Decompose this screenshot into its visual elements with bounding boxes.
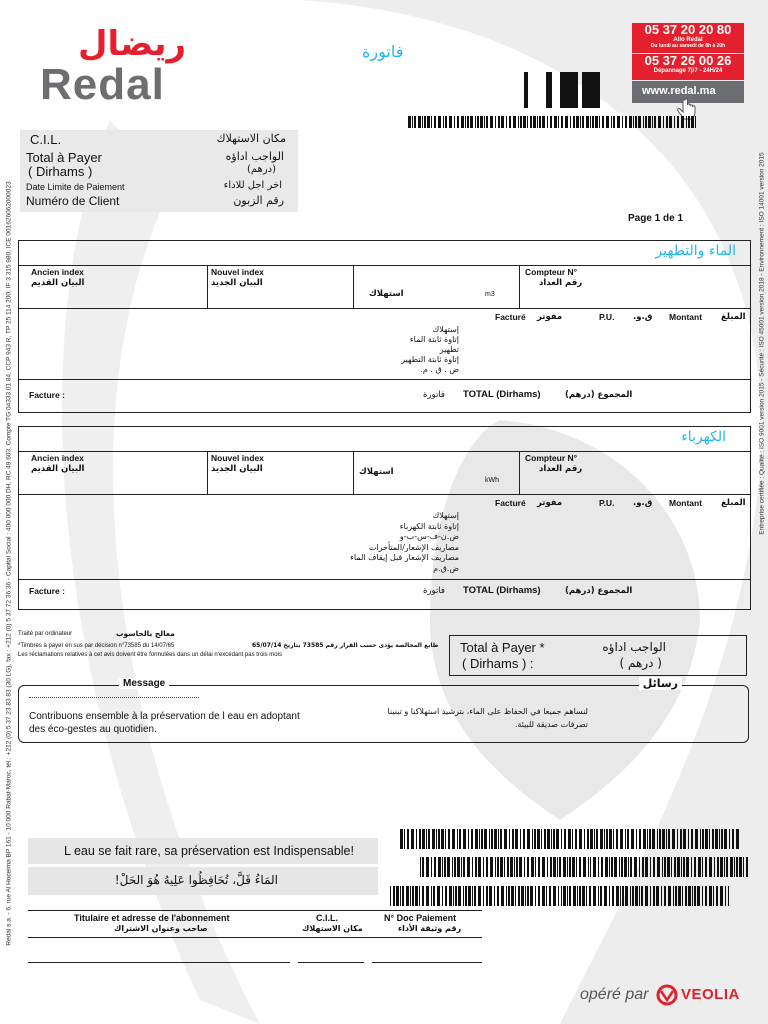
water-unit: m3 [485, 291, 495, 298]
page-indicator: Page 1 de 1 [628, 213, 684, 224]
water-nouvel-index-label: Nouvel index [211, 267, 264, 277]
water-facture-label: Facture : [29, 390, 65, 400]
slogan-ar: المَاءُ قَلَّ، تُحَافِظُوا عَلِيهُ هُوَ الحَلْ! [114, 873, 278, 887]
elec-facture-label-ar: فاتورة [423, 586, 445, 596]
contact-box [632, 23, 744, 103]
certification-text: Entreprise certifiée : Qualité : ISO 9001 version 2015 - Sécurité : ISO 45001 version 2018 - Environnement : ISO 14001 version 2015 [758, 152, 766, 535]
barcode-bottom-1 [400, 829, 740, 849]
water-ancien-index-label: Ancien index [31, 267, 84, 277]
elec-ancien-index-label: Ancien index [31, 453, 84, 463]
elec-nouvel-index-label-ar: البيان الجديد [211, 464, 263, 474]
logo-arabic: ريضال [78, 24, 187, 64]
water-line-item: ض . ق . م. [420, 365, 459, 374]
footer-cil-label-ar: مكان الاستهلاك [302, 924, 363, 933]
holder-address-label-ar: صاحب وعنوان الاشتراك [114, 924, 208, 933]
footer-cil-label: C.I.L. [316, 913, 338, 923]
elec-compteur-label: Compteur N° [525, 453, 578, 463]
elec-ancien-index-label-ar: البيان القديم [31, 464, 85, 474]
phone-allo-label: Allo Redal [673, 37, 703, 43]
phone-depannage-label: Dépannage 7j/7 - 24H/24 [653, 68, 723, 74]
total-to-pay-dirhams: ( Dirhams ) : [462, 656, 534, 671]
total-to-pay-label-ar: الواجب اداؤه [602, 640, 666, 654]
customer-info-box [20, 130, 298, 212]
elec-line-item: إستهلاك [432, 511, 459, 520]
elec-line-item: ض.ق.م [433, 563, 459, 573]
water-line-item: تطهير [439, 345, 459, 354]
doc-payment-label: N° Doc Paiement [384, 913, 457, 923]
water-col-montant: Montant [669, 312, 703, 322]
slogan-fr: L eau se fait rare, sa préservation est Indispensable! [64, 844, 354, 858]
message-text-fr-1: Contribuons ensemble à la préservation de l eau en adoptant [29, 711, 300, 722]
phone-allo: 05 37 20 20 80 [644, 22, 732, 37]
elec-total-label-ar: المجموع (درهم) [565, 586, 633, 596]
water-total-label-ar: المجموع (درهم) [565, 390, 633, 400]
due-date-label: Date Limite de Paiement [26, 182, 125, 192]
holder-address-label: Titulaire et adresse de l'abonnement [74, 913, 230, 923]
barcode-bottom-3 [390, 886, 730, 906]
barcode-bottom-2 [420, 857, 750, 877]
client-number-label-ar: رقم الزبون [233, 194, 284, 207]
phone-depannage: 05 37 26 00 26 [644, 53, 732, 68]
elec-line-item: إتاوة ثابتة الكهرباء [399, 521, 459, 531]
elec-col-pu-ar: ق.و. [633, 498, 653, 508]
elec-nouvel-index-label: Nouvel index [211, 453, 264, 463]
elec-compteur-label-ar: رقم العداد [539, 464, 583, 474]
water-line-item: إستهلاك [432, 325, 459, 334]
elec-col-facture: Facturé [495, 498, 526, 508]
elec-total-label: TOTAL (Dirhams) [463, 585, 541, 596]
elec-line-item: ض.ن-ف-س-ب-و [399, 532, 459, 541]
veolia-brand: VEOLIA [681, 986, 740, 1003]
slogan-box-ar [28, 867, 378, 895]
barcode-small-top [408, 116, 698, 128]
elec-conso-label-ar: استهلاك [359, 467, 394, 477]
water-title: الماء والتطهير [655, 243, 736, 259]
water-nouvel-index-label-ar: البيان الجديد [211, 278, 263, 288]
total-to-pay-box [449, 635, 747, 676]
barcode-large-top [524, 72, 630, 108]
message-text-ar-2: تصرفات صديقة للبيئة. [514, 720, 588, 729]
water-line-item: إتاوة ثابتة التطهير [401, 355, 459, 364]
computer-processed-note-ar: معالج بالحاسوب [116, 629, 175, 638]
total-to-pay-dirhams-ar: ( درهم ) [619, 656, 662, 670]
message-box [18, 677, 749, 743]
elec-unit: kWh [485, 477, 499, 484]
total-label-ar: الواجب اداؤه [225, 150, 284, 163]
cil-label: C.I.L. [30, 132, 62, 147]
water-ancien-index-label-ar: البيان القديم [31, 278, 85, 288]
message-label-ar: رسائل [639, 677, 682, 690]
electricity-section [18, 426, 751, 610]
water-line-items [319, 325, 459, 375]
due-date-label-ar: اخر اجل للاداء [223, 180, 282, 191]
company-legal-text: Redal s.a. - 6, rue Al Hoceima BP 161 - 10 000 Rabat-Maroc, tél.: +212 (0) 5 37 23 83 83 (30 LG), fax : +212 (0) 5 37 72 36 36 - Capital Social : 400 000 000 DH, RC 49 603, Compte TG 04333 01 84, CCP 943 R, TP 25 114 200, IF 3 315 980, ICE 001626062000023 [5, 181, 13, 946]
stamps-note: *Timbres à payer en sus par décision n°73585 du 14/07/65 [18, 643, 175, 649]
water-col-facture-ar: مفوتر [537, 312, 563, 322]
claims-note: Les réclamations relatives à cet avis doivent être formulées dans un délai n'excédant pas trois mois [18, 652, 282, 658]
stamps-note-ar: طابع المخالصة يؤدى حسب القرار رقم 73585 بتاريخ 65/07/14 [252, 642, 439, 649]
dirhams-label-ar: (درهم) [246, 164, 276, 175]
water-total-label: TOTAL (Dirhams) [463, 389, 541, 400]
elec-col-facture-ar: مفوتر [537, 498, 563, 508]
message-text-fr-2: des éco-gestes au quotidien. [29, 724, 157, 735]
elec-line-item: مصاريف الإشعار قبل إيقاف الماء [350, 553, 459, 562]
total-to-pay-label: Total à Payer * [460, 640, 545, 655]
elec-col-montant-ar: المبلغ [721, 498, 746, 508]
water-col-pu: P.U. [599, 312, 615, 322]
dirhams-label: ( Dirhams ) [28, 164, 93, 179]
operator-text: opéré par [580, 986, 649, 1003]
elec-col-pu: P.U. [599, 498, 615, 508]
water-col-montant-ar: المبلغ [721, 312, 746, 322]
message-text-ar-1: لنساهم جميعا في الحفاظ على الماء، بترشيد استهلاكنا و تبنينا [387, 707, 588, 716]
total-label: Total à Payer [26, 150, 102, 165]
doc-payment-label-ar: رقم وثيقة الأداء [398, 924, 462, 933]
computer-processed-note: Traité par ordinateur [18, 631, 73, 637]
elec-facture-label: Facture : [29, 586, 65, 596]
slogan-box-fr [28, 838, 378, 864]
water-compteur-label-ar: رقم العداد [539, 278, 583, 288]
cil-label-ar: مكان الاستهلاك [216, 132, 286, 145]
elec-line-items [309, 511, 459, 574]
document-title: فاتورة [362, 42, 404, 61]
elec-line-item: مصاريف الإشعار/المتأخرات [368, 542, 459, 552]
logo-latin: Redal [40, 60, 165, 109]
electricity-title: الكهرباء [681, 429, 726, 445]
elec-col-montant: Montant [669, 498, 703, 508]
water-col-facture: Facturé [495, 312, 526, 322]
website-link[interactable]: www.redal.ma [642, 85, 716, 97]
phone-allo-hours: Du lundi au samedi de 8h à 20h [650, 43, 726, 49]
client-number-label: Numéro de Client [26, 194, 120, 208]
water-conso-label-ar: استهلاك [369, 289, 404, 299]
water-facture-label-ar: فاتورة [423, 390, 445, 400]
message-label: Message [119, 678, 169, 689]
water-line-item: إتاوة ثابتة الماء [409, 335, 459, 344]
water-compteur-label: Compteur N° [525, 267, 578, 277]
water-section [18, 240, 751, 413]
veolia-logo-icon [655, 984, 679, 1006]
water-col-pu-ar: ق.و. [633, 312, 653, 322]
